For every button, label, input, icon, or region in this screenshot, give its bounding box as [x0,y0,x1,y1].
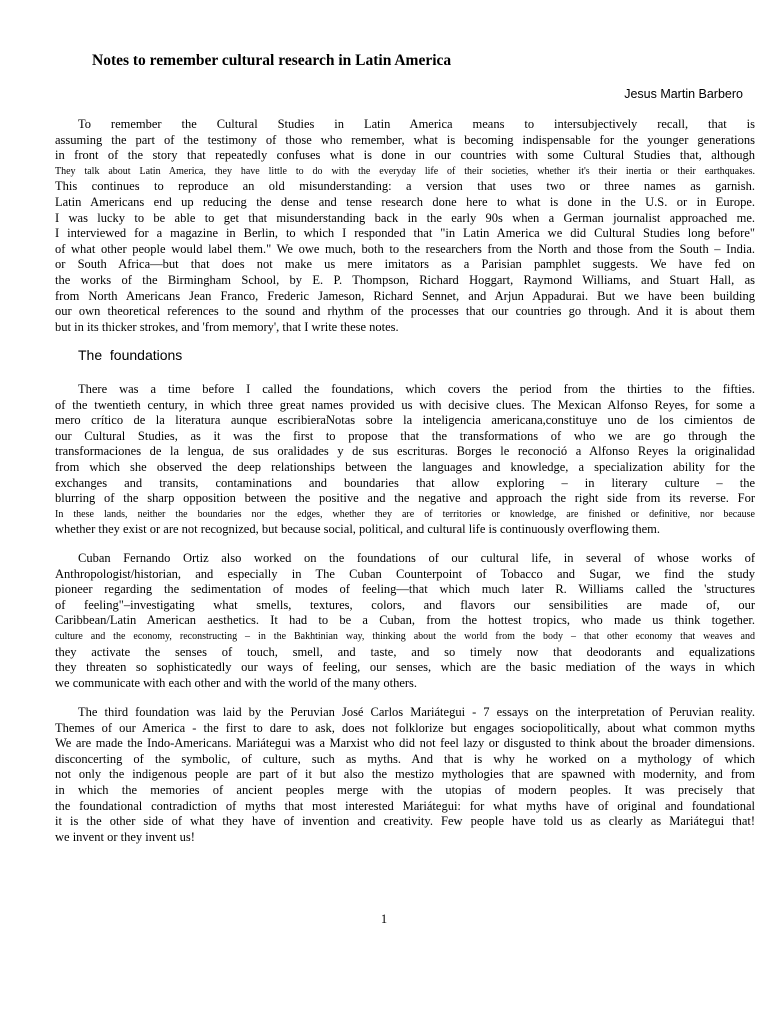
document-title: Notes to remember cultural research in Latin America [92,52,452,69]
foundations-paragraph [55,382,755,538]
paragraph-line: Anthropologist/historian, and especially in The Cuban Counterpoint of Tobacco and Sugar, we find the study [55,566,755,581]
paragraph-line: There was a time before I called the foundations, which covers the period from the thirties to the fifties. [78,382,755,396]
paragraph-line: pioneer regarding the sedimentation of modes of feeling—that which much later R. Williams called the 'structures [55,582,755,597]
paragraph-line: our own theoretical references to the sound and rhythm of the processes that our countries go through. And it is about them [55,304,755,319]
paragraph-line: from which she observed the deep relationships between the languages and knowledge, a specialization ability for the [55,459,755,474]
paragraph-line: in which the memories of ancient peoples merge with the utopias of modern peoples. It was precisely that [55,782,755,797]
ortiz-paragraph [55,551,755,691]
paragraph-line: they activate the senses of touch, smell, and taste, and so timely now that deodorants and equalizations [55,644,755,659]
paragraph-line: exchanges and transits, contaminations and boundaries that allow exploring – in literary culture – the [55,475,755,490]
paragraph-line: We are made the Indo-Americans. Mariátegui was a Marxist who did not feel lazy or disgusted to think about the broader dimensions. [55,736,755,751]
paragraph-line: assuming the part of the testimony of those who remember, what is becoming indispensable for the younger generations [55,132,755,147]
paragraph-line: not only the indigenous people are part of it but also the mestizo mythologies that are spawned with modernity, and from [55,767,755,782]
paragraph-line: culture and the economy, reconstructing – in the Bakhtinian way, thinking about the world from the body – that other economy that weaves and [55,630,755,642]
paragraph-line: transformaciones de la lengua, de sus oralidades y de sus escrituras. Borges le reconoció a Alfonso Reyes la originalidad [55,444,755,459]
paragraph-line: the foundational contradiction of myths that most interested Mariátegui: for what myths have of original and foundational [55,798,755,813]
author-name: Jesus Martin Barbero [624,87,743,101]
paragraph-line: Caribbean/Latin American aesthetics. It had to be a Cuban, from the hottest tropics, who made us think together. [55,613,755,628]
mariategui-paragraph [55,705,755,845]
paragraph-line: the works of the Birmingham School, by E. P. Thompson, Richard Hoggart, Raymond Williams, and Stuart Hall, as [55,272,755,287]
paragraph-line: they threaten so sophisticatedly our ways of feeling, our senses, which are the basic mediation of the ways in which [55,660,755,675]
paragraph-line: This continues to reproduce an old misunderstanding: a version that uses two or three names as garnish. [55,179,755,194]
paragraph-line: we invent or they invent us! [55,829,195,844]
paragraph-line: from North Americans Jean Franco, Frederic Jameson, Richard Sennet, and Arjun Appadurai. But we have been building [55,288,755,303]
intro-paragraph [55,117,755,335]
paragraph-line: mero crítico de la literatura aunque escribieraNotas sobre la inteligencia americana,constituye uno de los cimientos de [55,413,755,428]
paragraph-line: Cuban Fernando Ortiz also worked on the foundations of our cultural life, in several of whose works of [78,551,755,565]
paragraph-line: or South Africa—but that does not make us mere imitators as a Parisian pamphlet suggests. We have fed on [55,257,755,272]
paragraph-line: whether they exist or are not recognized, but because social, political, and cultural life is continuously overflowing them. [55,522,661,537]
paragraph-line: of feeling"–investigating what smells, textures, colors, and flavors our sensibilities are made of, our [55,597,755,612]
paragraph-line: disconcerting of the symbolic, of culture, such as myths. And that is why he worked on a mythology of which [55,751,755,766]
paragraph-line: our Cultural Studies, as it was the first to propose that the transformations of who we are go through the [55,428,755,443]
paragraph-line: but in its thicker strokes, and 'from memory', that I write these notes. [55,319,399,334]
paragraph-line: in front of the story that repeatedly confuses what is done in our countries with some Cultural Studies that, although [55,148,755,163]
section-heading: The foundations [78,347,183,363]
paragraph-line: In these lands, neither the boundaries nor the edges, whether they are of territories or knowledge, are finished or definitive, nor because [55,508,755,520]
paragraph-line: we communicate with each other and with the world of the many others. [55,675,418,690]
paragraph-line: it is the other side of what they have of invention and creativity. Few people have told us as clearly as Mariátegui that! [55,814,755,829]
paragraph-line: I interviewed for a magazine in Berlin, to which I responded that "in Latin America we did Cultural Studies long before" [55,226,755,241]
paragraph-line: I was lucky to be able to get that misunderstanding back in the early 90s when a German journalist approached me. [55,210,755,225]
paragraph-line: Latin Americans end up reducing the dense and tense research done here to what is done in the U.S. or in Europe. [55,194,755,209]
paragraph-line: They talk about Latin America, they have little to do with the everyday life of their societies, whether it's their inertia or their earthquakes. [55,165,755,177]
paragraph-line: Themes of our America - the first to dare to ask, does not folklorize but engages sociopolitically, about what common myths [55,720,755,735]
paragraph-line: of the twentieth century, in which three great names provided us with decisive clues. The Mexican Alfonso Reyes, for some a [55,397,755,412]
paragraph-line: The third foundation was laid by the Peruvian José Carlos Mariátegui - 7 essays on the interpretation of Peruvian reality. [78,705,755,719]
paragraph-line: of what other people would label them." We owe much, both to the researchers from the North and those from the South – India. [55,241,755,256]
paragraph-line: blurring of the sharp opposition between the positive and the negative and approach the right side from its reverse. For [55,491,755,506]
page-number: 1 [380,912,388,926]
paragraph-line: To remember the Cultural Studies in Latin America means to intersubjectively recall, that is [78,117,755,131]
